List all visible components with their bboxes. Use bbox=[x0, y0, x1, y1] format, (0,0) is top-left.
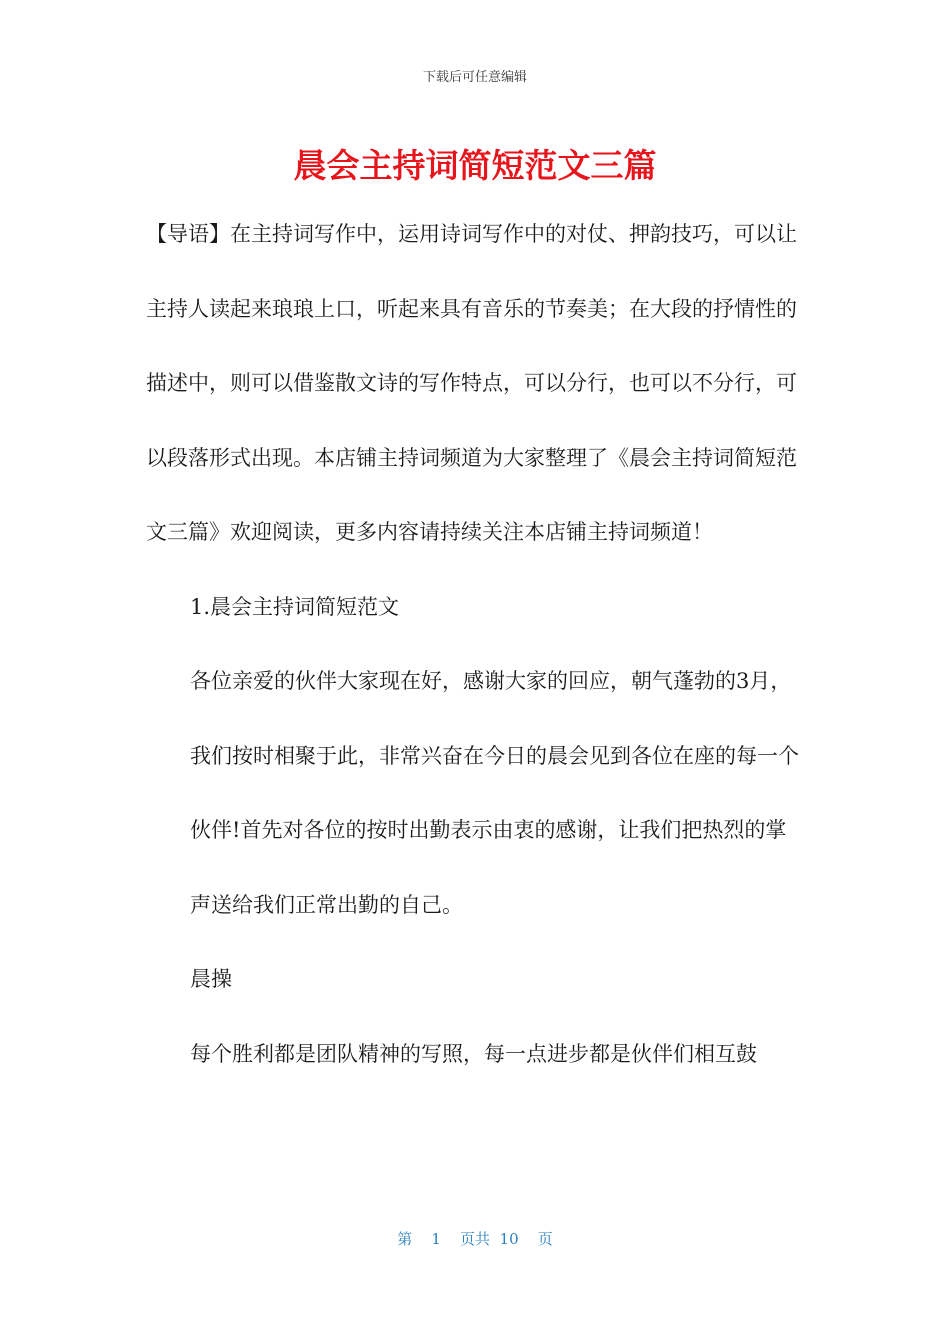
body-paragraph: 每个胜利都是团队精神的写照，每一点进步都是伙伴们相互鼓 bbox=[190, 1041, 757, 1066]
section-heading: 1.晨会主持词简短范文 bbox=[190, 594, 400, 619]
footer-prefix: 第 bbox=[397, 1230, 413, 1248]
current-page-number: 1 bbox=[431, 1230, 441, 1248]
header-note: 下载后可任意编辑 bbox=[422, 70, 527, 85]
total-pages-number: 10 bbox=[499, 1230, 519, 1248]
subsection-heading: 晨操 bbox=[190, 967, 232, 991]
document-title: 晨会主持词简短范文三篇 bbox=[293, 146, 657, 185]
page-footer bbox=[0, 1228, 950, 1249]
body-paragraph: 各位亲爱的伙伴大家现在好，感谢大家的回应，朝气蓬勃的3月，我们按时相聚于此，非常兴奋在今日的晨会见到各位在座的每一个伙伴!首先对各位的按时出勤表示由衷的感谢，让我们把热烈的掌声送给我们正常出勤的自己。 bbox=[190, 669, 799, 917]
footer-middle: 页共 bbox=[459, 1230, 490, 1248]
intro-paragraph: 【导语】在主持词写作中，运用诗词写作中的对仗、押韵技巧，可以让主持人读起来琅琅上口，听起来具有音乐的节奏美；在大段的抒情性的描述中，则可以借鉴散文诗的写作特点，可以分行，也可以不分行，可以段落形式出现。本店铺主持词频道为大家整理了《晨会主持词简短范文三篇》欢迎阅读，更多内容请持续关注本店铺主持词频道！ bbox=[146, 222, 797, 544]
footer-suffix: 页 bbox=[537, 1230, 553, 1248]
document-body bbox=[146, 197, 806, 1091]
